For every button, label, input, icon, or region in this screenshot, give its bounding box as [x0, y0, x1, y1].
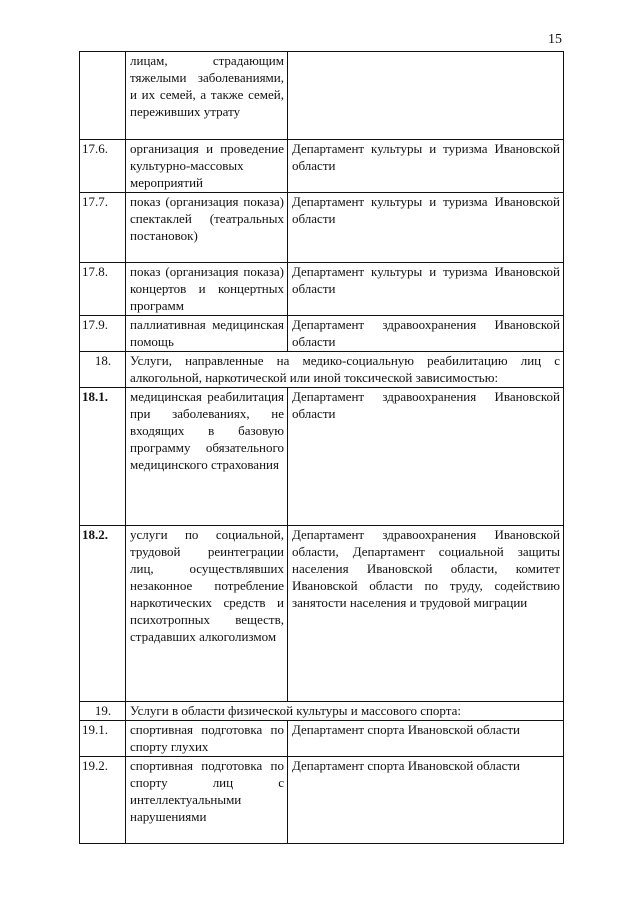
service-cell: медицинская реабилитация при заболеваниях, не входящих в базовую программу обязательного медицинского страхования: [126, 388, 288, 526]
section-title: Услуги в области физической культуры и массового спорта:: [126, 702, 564, 721]
service-cell: спортивная подготовка по спорту глухих: [126, 721, 288, 757]
row-number: 18.1.: [80, 388, 126, 526]
department-cell: Департамент культуры и туризма Ивановской области: [288, 140, 564, 193]
department-cell: Департамент здравоохранения Ивановской области: [288, 388, 564, 526]
department-cell: Департамент спорта Ивановской области: [288, 757, 564, 844]
service-cell: показ (организация показа) концертов и концертных программ: [126, 263, 288, 316]
services-table: [79, 51, 564, 844]
row-number: [80, 52, 126, 140]
row-number: 19.1.: [80, 721, 126, 757]
section-number: 19.: [80, 702, 126, 721]
table-row: [80, 316, 564, 352]
row-number: 17.7.: [80, 193, 126, 263]
department-cell: Департамент здравоохранения Ивановской области, Департамент социальной защиты населения Ивановской области, комитет Ивановской области по труду, содействию занятости населения и трудовой миграции: [288, 526, 564, 702]
service-cell: спортивная подготовка по спорту лиц с интеллектуальными нарушениями: [126, 757, 288, 844]
table-row: [80, 388, 564, 526]
section-row: [80, 352, 564, 388]
service-cell: организация и проведение культурно-массовых мероприятий: [126, 140, 288, 193]
department-cell: Департамент спорта Ивановской области: [288, 721, 564, 757]
row-number: 18.2.: [80, 526, 126, 702]
service-cell: услуги по социальной, трудовой реинтеграции лиц, осуществлявших незаконное потребление наркотических средств и психотропных веществ, страдавших алкоголизмом: [126, 526, 288, 702]
table-row: [80, 52, 564, 140]
service-cell: лицам, страдающим тяжелыми заболеваниями, и их семей, а также семей, переживших утрату: [126, 52, 288, 140]
table-row: [80, 526, 564, 702]
table-row: [80, 263, 564, 316]
section-number: 18.: [80, 352, 126, 388]
section-row: [80, 702, 564, 721]
service-cell: паллиативная медицинская помощь: [126, 316, 288, 352]
department-cell: [288, 52, 564, 140]
department-cell: Департамент культуры и туризма Ивановской области: [288, 193, 564, 263]
page-number: 15: [548, 32, 562, 47]
service-cell: показ (организация показа) спектаклей (театральных постановок): [126, 193, 288, 263]
department-cell: Департамент культуры и туризма Ивановской области: [288, 263, 564, 316]
table-row: [80, 757, 564, 844]
row-number: 19.2.: [80, 757, 126, 844]
department-cell: Департамент здравоохранения Ивановской области: [288, 316, 564, 352]
row-number: 17.9.: [80, 316, 126, 352]
table-row: [80, 140, 564, 193]
table-row: [80, 721, 564, 757]
section-title: Услуги, направленные на медико-социальную реабилитацию лиц с алкогольной, наркотической или иной токсической зависимостью:: [126, 352, 564, 388]
row-number: 17.8.: [80, 263, 126, 316]
table-row: [80, 193, 564, 263]
row-number: 17.6.: [80, 140, 126, 193]
